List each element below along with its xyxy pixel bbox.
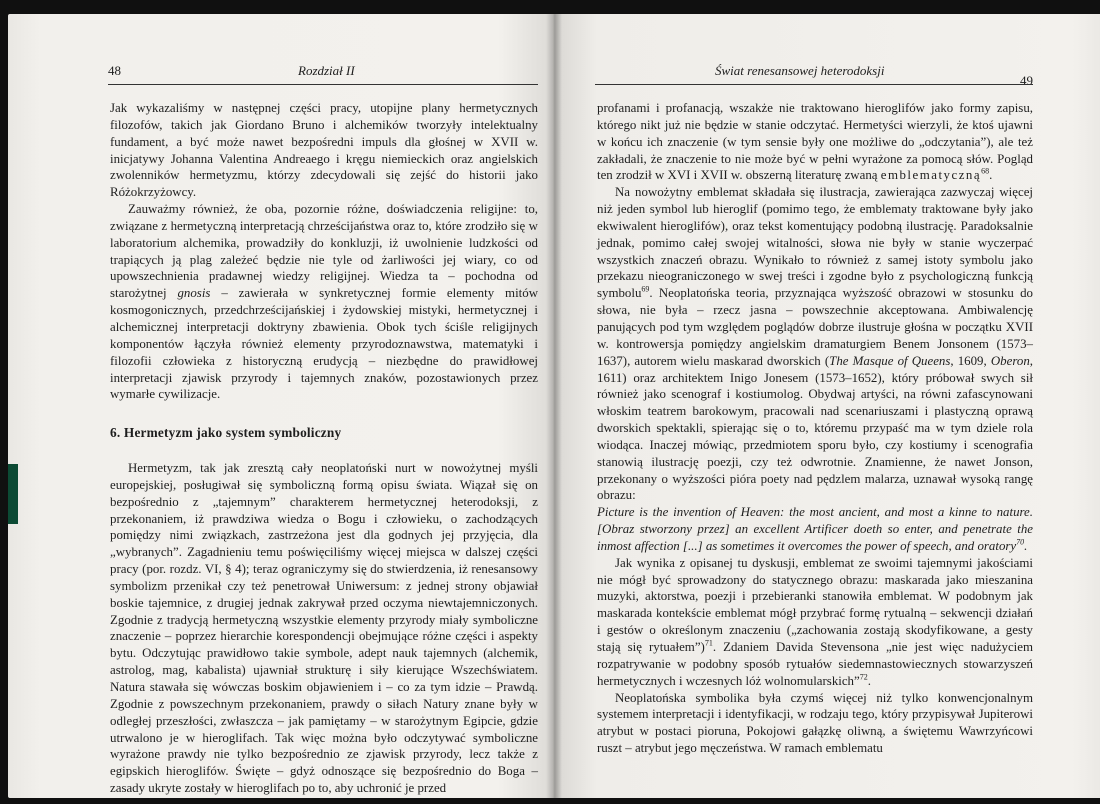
running-head: Świat renesansowej heterodoksji <box>715 63 885 78</box>
page-number: 49 <box>1020 73 1033 88</box>
page-number: 48 <box>108 63 121 78</box>
bookmark-edge <box>8 464 18 524</box>
right-page <box>553 14 1100 798</box>
left-page <box>8 14 553 798</box>
book-gutter <box>546 14 562 798</box>
footnote-ref: 69 <box>641 284 650 294</box>
paragraph: profanami i profanacją, wszakże nie traktowano hieroglifów jako formy zapisu, którego nikt już nie będzie w stanie odczytać. Hermetyści wierzyli, że ktoś ujawni w końcu ich znaczenie (w tym sensie były one możliwe do „odczytania”), ale też zakładali, że znaczenie to nie może być w pełni wyrażone za pomocą słów. Pogląd ten zrodził w XVI i XVII w. obszerną literaturę zwaną emblematyczną$^{68}$. <box>597 101 1033 183</box>
running-head: Rozdział II <box>298 63 355 78</box>
block-quote: Picture is the invention of Heaven: the most ancient, and most a kinne to nature. [Obraz stworzony przez] an excellent Artificer doeth so enter, and penetrate the inmost affection [...] as sometimes it overcomes the power of speech, and oratory$^{70}$. <box>597 505 1033 553</box>
footnote-ref: 68 <box>981 167 990 177</box>
paragraph: Na nowożytny emblemat składała się ilustracja, zawierająca zazwyczaj więcej niż jeden symbol lub hieroglif (pomimo tego, że emblematy traktowane były jako ekwiwalent hieroglifów), oraz tekst komentujący podobną ilustrację. Paradoksalnie jednak, pomimo całej swojej witalności, słowa nie były w stanie wyczerpać wszystkich znaczeń obrazu. Wynikało to również z samej istoty symbolu jako przekazu nieograniczonego w swej treści i zgodne było z psychologiczną funkcją symbolu$^{69}$. Neoplatońska teoria, przyznająca wyższość obrazowi w stosunku do słowa, nie była – rzecz jasna – powszechnie akceptowana. Ambiwalencję panujących pod tym względem poglądów dobrze ilustruje głośna w początku XVII w. kontrowersja pomiędzy angielskim dramaturgiem Benem Jonsonem (1573–1637), autorem wielu maskarad dworskich (The Masque of Queens, 1609, Oberon, 1611) oraz architektem Inigo Jonesem (1573–1652), który próbował swych sił również jako scenograf i kostiumolog. Obydwaj artyści, na równi zafascynowani włoskim teatrem barokowym, pracowali nad scenariuszami i plastyczną oprawą dworskich spektakli, spierając się o to, któremu przypaść ma w tym dziele rola wiodąca. Inaczej mówiąc, przedmiotem sporu było, czy kostiumy i scenografia stanowią ilustrację poezji, czy też odwrotnie. Znamienne, że nawet Jonson, przekonany o wyższości pióra poety nad pędzlem malarza, uznawał wysoką rangę obrazu: <box>597 185 1033 503</box>
left-page-body <box>110 100 538 797</box>
paragraph: Jak wykazaliśmy w następnej części pracy, utopijne plany hermetycznych filozofów, takich jak Giordano Bruno i alchemików tworzyły intelektualny fundament, a być może nawet bezpośredni impuls dla głośnej w XVII w. inicjatywy Johanna Valentina Andreaego i kręgu niemieckich oraz angielskich zwolenników hermetyzmu, którzy zdecydowali się zejść do historii jako Różokrzyżowcy. <box>110 101 538 200</box>
paragraph: Neoplatońska symbolika była czymś więcej niż tylko konwencjonalnym systemem interpretacji i identyfikacji, w rodzaju tego, który przypisywał Jupiterowi atrybut w postaci pioruna, Pokojowi gałązkę oliwną, a świętemu Wawrzyńcowi ruszt – atrybut jego męczeństwa. W ramach emblematu <box>597 690 1033 756</box>
footnote-ref: 70 <box>1016 537 1025 547</box>
paragraph: Hermetyzm, tak jak zresztą cały neoplatoński nurt w nowożytnej myśli europejskiej, posługiwał się symboliczną formą opisu świata. Wiązał się on bezpośrednio z „tajemnym” charakterem hermetycznej heterodoksji, z przekonaniem, iż prawdziwa wiedza o Bogu i człowieku, o zachodzących pomiędzy nimi związkach, zastrzeżona jest dla godnych jej przyjęcia, dla „wybranych”. Zagadnieniu temu poświęciliśmy więcej miejsca w dalszej części pracy (por. rozdz. VI, § 4); teraz ograniczymy się do stwierdzenia, iż renesansowy symbolizm przenikał czy też penetrował Uniwersum: z jednej strony objawiał boskie tajemnice, z drugiej jednak zakrywał przed oczyma niewtajemniczonych. Zgodnie z tradycją hermetyczną wszystkie elementy przyrody miały symboliczne znaczenie – poprzez hierarchie korespondencji obejmujące różne części i aspekty bytu. Odczytując prawidłowo takie symbole, adept nauk tajemnych (alchemik, astrolog, mag, kabalista) ujawniał strukturę i siły kierujące Wszechświatem. Natura stawała się wówczas boskim objawieniem i – co za tym idzie – Prawdą. Zgodnie z powszechnym przekonaniem, prawdy o siłach Natury znane były w odległej przeszłości, zwłaszcza – jak pamiętamy – w starożytnym Egipcie, gdzie utrwalono je w hieroglifach. Tak więc można było odczytywać symboliczne wyrażone prawdy nie tylko bezpośrednio ze zjawisk przyrody, lecz także z egipskich hieroglifów. Święte – gdyż odnoszące się bezpośrednio do Boga – zasady ukryte zostały w hieroglifach po to, aby uchronić je przed <box>110 461 538 796</box>
paragraph: Jak wynika z opisanej tu dyskusji, emblemat ze swoimi tajemnymi jakościami nie mógł być sprowadzony do statycznego obrazu: maskarada jako mieszanina muzyki, aktorstwa, poezji i przebieranki stanowiła emblemat. W podobnym jak maskarada kontekście emblemat mógł przybrać formę rytualną – sekwencji działań i gestów o określonym znaczeniu („zachowania zostają skodyfikowane, a gesty stają się rytuałem”)$^{71}$. Zdaniem Davida Stevensona „nie jest więc nadużyciem rozpatrywanie w podobny sposób rytuałów siedemnastowiecznych stowarzyszeń hermetycznych i wczesnych lóż wolnomularskich”$^{72}$. <box>597 555 1034 688</box>
paragraph: Zauważmy również, że oba, pozornie różne, doświadczenia religijne: to, związane z hermetyczną interpretacją chrześcijaństwa oraz to, które zrodziło się w laboratorium alchemika, prowadziły do konkluzji, iż uwolnienie ludzkości od trapiących ją plag zależeć będzie nie tyle od żarliwości jej wiary, co od upowszechnienia pradawnej wiedzy religijnej. Wiedza ta – pochodna od starożytnej gnosis – zawierała w synkretycznej formie elementy mitów kosmogonicznych, przedchrześcijańskiej i żydowskiej mistyki, hermetycznej i alchemicznej interpretacji doktryny zbawienia. Obok tych ściśle religijnych komponentów łączyła również elementy przyrodoznawstwa, matematyki i filozofii człowieka z historyczną erudycją – niezbędne do prawidłowej interpretacji zjawisk przyrody i tajemnych znaków, pozostawionych przez wymarłe cywilizacje. <box>110 202 538 402</box>
footnote-ref: 71 <box>704 638 713 648</box>
header-rule <box>595 84 1033 85</box>
left-page-header <box>108 60 538 82</box>
right-page-header <box>595 60 1033 88</box>
book-spread <box>8 14 1100 804</box>
footnote-ref: 72 <box>859 672 868 682</box>
header-rule <box>108 84 538 85</box>
section-heading: 6. Hermetyzm jako system symboliczny <box>110 425 342 441</box>
right-page-body <box>597 100 1033 757</box>
